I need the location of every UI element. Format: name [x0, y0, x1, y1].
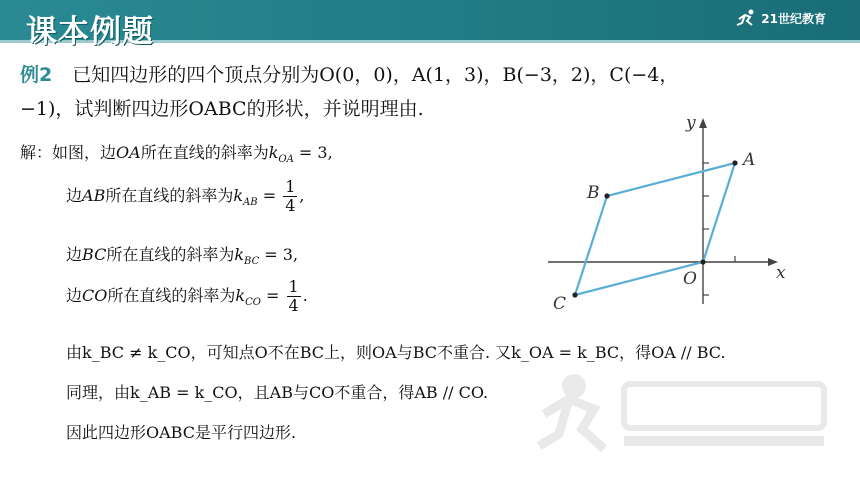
vertex-point-c [572, 292, 577, 297]
segment-name: CO [82, 286, 108, 305]
solution-line-7: 因此四边形OABC是平行四边形. [66, 423, 297, 442]
slope-value: = 3, [259, 245, 299, 264]
vertex-point-o [700, 259, 705, 264]
solution-text: 所在直线的斜率为 [107, 286, 236, 305]
watermark-logo [534, 364, 834, 454]
vertex-label-o: O [683, 269, 697, 289]
slope-subscript: OA [278, 154, 294, 166]
fraction-denominator: 4 [288, 296, 299, 315]
solution-text: 所在直线的斜率为 [106, 245, 235, 264]
y-axis-label: y [686, 113, 696, 133]
solution-line-3 [66, 242, 298, 267]
solution-text: 解：如图，边 [20, 143, 117, 162]
slope-symbol: k [235, 286, 246, 305]
slope-value: = 3, [293, 143, 333, 162]
segment-name: AB [82, 186, 106, 205]
coordinate-figure [540, 112, 790, 312]
solution-text: 边 [66, 245, 83, 264]
brand-logo [736, 6, 826, 30]
runner-icon [736, 9, 758, 27]
punctuation: , [299, 186, 305, 205]
solution-text: 边 [66, 286, 83, 305]
y-axis-arrow [699, 118, 707, 128]
logo-text: 21世纪教育 [761, 11, 826, 26]
fraction [283, 178, 297, 215]
vertex-point-a [732, 160, 737, 165]
axes-group [548, 113, 786, 304]
fraction-numerator: 1 [285, 177, 296, 196]
fraction-denominator: 4 [285, 196, 296, 215]
solution-text: 所在直线的斜率为 [105, 186, 234, 205]
example-label: 例2 [20, 64, 53, 86]
solution-text: 所在直线的斜率为 [140, 143, 269, 162]
vertex-label-c: C [553, 294, 567, 312]
page-title: 课本例题 [26, 14, 154, 50]
solution-line-5: 由k_BC ≠ k_CO，可知点O不在BC上，则OA与BC不重合. 又k_OA = k_BC，得OA // BC. [66, 343, 726, 362]
fraction-numerator: 1 [288, 277, 299, 296]
segment-name: OA [116, 143, 141, 162]
problem-line-2: −1)，试判断四边形OABC的形状，并说明理由. [20, 98, 424, 120]
x-axis-label: x [776, 263, 786, 283]
problem-line-1: 已知四边形的四个顶点分别为O(0，0)，A(1，3)，B(−3，2)，C(−4， [72, 64, 679, 86]
slope-subscript: BC [244, 256, 260, 268]
solution-text: 边 [66, 186, 83, 205]
slope-symbol: k [233, 186, 244, 205]
vertex-label-a: A [743, 150, 756, 170]
punctuation: . [302, 286, 308, 305]
slope-symbol: k [234, 245, 245, 264]
solution-line-6: 同理，由k_AB = k_CO，且AB与CO不重合，得AB // CO. [66, 383, 489, 402]
segment-name: BC [82, 245, 107, 264]
ticks-group [703, 163, 735, 295]
vertex-point-b [604, 193, 609, 198]
solution-line-2 [66, 178, 304, 215]
equals-sign: = [257, 186, 282, 205]
slope-subscript: CO [245, 297, 261, 309]
fraction [287, 278, 301, 315]
slope-subscript: AB [243, 197, 258, 209]
solution-line-4 [66, 278, 308, 315]
solution-line-1 [20, 140, 333, 165]
slope-symbol: k [268, 143, 279, 162]
equals-sign: = [260, 286, 285, 305]
vertex-label-b: B [587, 183, 600, 203]
